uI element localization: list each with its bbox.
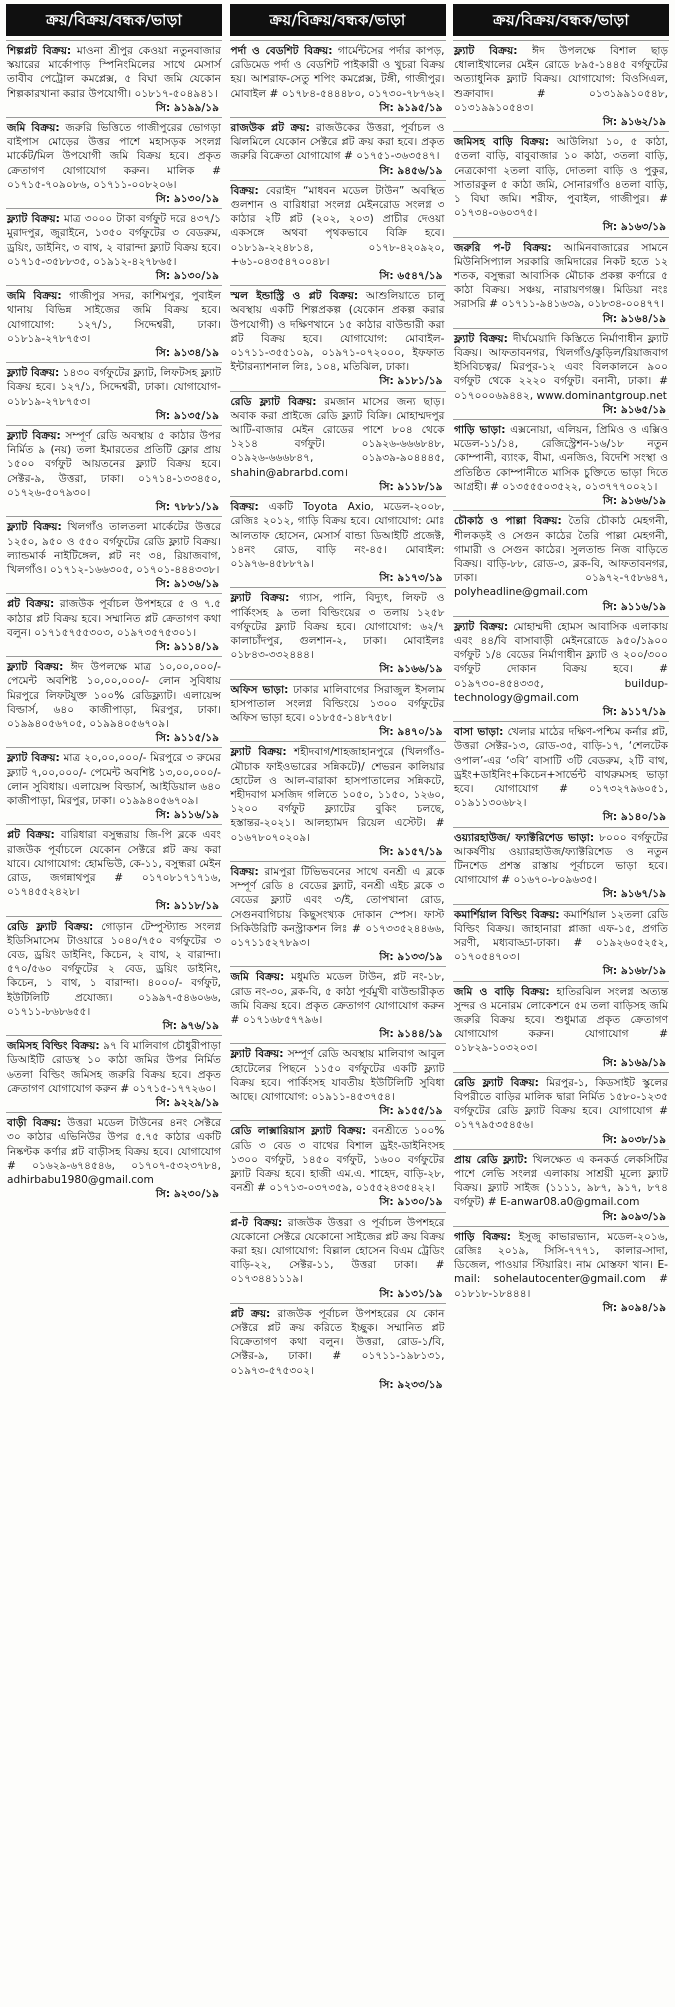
ad-body: ঈদ উপলক্ষে মাত্র ১০,০০,০০০/- পেমেন্ট অবশিষ্ট ১০,০০,০০০/- লোন সুবিধায় মিরপুরে লিফটযুক্ত ১০০% রেডিফ্ল্যাট। এলায়েন্স বিল্ডার্স, ৬৪০ কাজীপাড়া, মিরপুর, ঢাকা। ০১৯৯৪০৫৬৭০৫, ০১৯৯৪০৫৬৭০৯।: [7, 661, 221, 730]
ad-text: [231, 500, 445, 571]
ad-body: উত্তরা মডেল টাউনের ৪নং সেক্টরে ৩০ কাঠার এভিনিউর উপর ৫.৭৫ কাঠার একটি নিষ্কণ্টক কর্ণার প্লট বাড়ীসহ বিক্রয় হবে। যোগাযোগ # ০১৬২৯-৬৭৪৫৪৬, ০১৭০৭-৫৩২৩৭৮৪, adhirbabu1980@gmail.com: [7, 1117, 221, 1187]
ad-reference-number: সি: ৯১৬৬/১৯: [379, 663, 443, 676]
ad-reference-number: সি: ৯১৬২/১৯: [602, 116, 666, 129]
ad-text: [231, 121, 445, 164]
classified-ad: [6, 516, 222, 593]
ad-text: [454, 831, 668, 888]
ad-text: [454, 332, 668, 403]
ad-text: [231, 1216, 445, 1287]
ad-text: [454, 241, 668, 312]
ad-reference-number: সি: ৯১৬৮/১৯: [602, 965, 666, 978]
classified-ad: [453, 237, 669, 328]
ad-reference-number: সি: ৯১৬৫/১৯: [602, 403, 666, 416]
ad-category: রাজউক প্লট ক্রয়:: [230, 122, 310, 135]
ad-text: [454, 1230, 668, 1301]
ad-category: ফ্ল্যাট বিক্রয়:: [7, 521, 62, 534]
classified-ad: [453, 721, 669, 826]
ad-category: চৌকাঠ ও পাল্লা বিক্রয়:: [454, 515, 562, 528]
ad-category: রেডি ফ্ল্যাট বিক্রয়:: [454, 1076, 539, 1089]
ad-reference-number: সি: ৯১৬৯/১৯: [602, 1056, 666, 1069]
ad-body: শহীদবাগ/শাহজাহানপুরে (খিলগাঁও-মৌচাক ফাইওভারের সন্নিকটে)/ শেভরন কালিয়ার হোটেল ও আল-বারাকা হাসপাতালের সন্নিকটে, শহীদবাগ মসজিদ গলিতে ১০৫০, ১১৫০, ১২৬০, ১২০০ বর্গফুট ফ্ল্যাটের বুকিং চলছে, হস্তান্তর-২০২১। আলহ্যামদ রিয়েল এস্টেট। # ০১৬৭৮০৭০২০৯।: [230, 746, 445, 844]
ad-reference-number: সি: ৯০৩৮/১৯: [602, 1133, 666, 1146]
ad-body: বারিধারা বসুন্ধরায় জি-পি ব্লকে এবং রাজউক পূর্বাচলে যেকোন সেক্টরে প্লট ক্রয় করা যাবে। যোগাযোগ: হোমভিউ, কে-১১, বসুন্ধরা মেইন রোড, জগন্নাথপুর # ০১৭০৮১৭১৭১৬, ০১৭৪৫৫২৪২৮।: [7, 829, 221, 899]
ad-text: [231, 1124, 445, 1195]
ad-body: ৮০০০ বর্গফুটের আকর্ষণীয় ওয়্যারহাউজ/ফ্যাক্টরিশেড ও নতুন টিনশেড প্রশস্ত রাস্তায় পূর্বাচলে ভাড়া হবে। যোগাযোগ # ০১৬৭০-৮০৯৬৩৫।: [454, 831, 668, 887]
ad-category: জরুরি প-ট বিক্রয়:: [454, 241, 552, 254]
classified-ad: [453, 904, 669, 981]
ad-reference-number: সি: ৯০৯৩/১৯: [602, 1210, 666, 1223]
ad-category: বিক্রয়:: [230, 184, 259, 197]
classified-column-3: [453, 4, 669, 2002]
ad-category: শিল্পপ্লট বিক্রয়:: [7, 45, 72, 57]
ad-reference-number: সি: ৯১৬৬/১৯: [602, 495, 666, 508]
ad-body: রামপুরা টিভিভবনের সাথে বনশ্রী এ ব্লকে সম্পূর্ণ রেডি ৪ বেডের ফ্ল্যাট, বনশ্রী এইচ ব্লকে ৩ বেডের ফ্ল্যাট এবং ৩/ই, তোপখানা রোড, সেগুনবাগিচায় কিছুসংখ্যক দোকান স্পেস। ফাস্ট সিকিউরিটি কনস্ট্রাকশন লিঃ # ০১৭৩৩৫২৪৪৬৬, ০১৭১১৫২৭৮৯৩।: [230, 865, 445, 949]
ad-category: গাড়ি ভাড়া:: [454, 424, 506, 437]
ad-reference-number: সি: ৯১৪৪/১৯: [379, 1028, 443, 1041]
ad-body: রমজান মাসের জন্য ছাড়। অবাক করা প্রাইজে রেডি ফ্ল্যাট বিক্রি। মোহাম্মদপুর আটি-বাজার মেইন রোডের পাশে ৮০৪ থেকে ১২১৪ বর্গফুট। ০১৯২৬-৬৬৬৮৪৮, ০১৯২৬-৬৬৬৮৪৭, ০১৯৩৯-৯০৪৪৪৫, shahin@abrarbd.com।: [230, 395, 445, 479]
ad-category: রেডি ফ্ল্যাট বিক্রয়:: [7, 920, 94, 933]
ad-reference-number: সি: ৯১১৪/১৯: [155, 640, 219, 653]
ad-text: [7, 828, 221, 899]
ad-reference-number: সি: ৯১৬৪/১৯: [602, 312, 666, 325]
ad-category: জমিসহ বাড়ি বিক্রয়:: [454, 136, 550, 149]
classified-ad: [453, 981, 669, 1072]
ad-reference-number: সি: ৯১৫৭/১৯: [379, 845, 443, 858]
ad-category: ফ্ল্যাট বিক্রয়:: [230, 592, 290, 605]
classified-ad: [230, 117, 446, 180]
ad-category: পর্দা ও বেডশিট বিক্রয়:: [230, 45, 333, 57]
classified-ad: [453, 1226, 669, 1317]
ad-body: বনশ্রীতে ১০০% রেডি ৩ বেড ৩ বাথের বিশাল ড্রইং-ডাইনিংসহ ১৩০০ বর্গফুট, ১৪৫০ বর্গফুট, ১৬০০ বর্গফুটের ফ্ল্যাট বিক্রয় হবে। হাজী এম.এ. শাহেদ, বাড়ি-২৮, বনশ্রী # ০১৭১৩-০৩৭৩৫৯, ০১৫৫২৪৩৫৪২২।: [230, 1125, 445, 1195]
ad-body: ১৪৩০ বর্গফুটের ফ্ল্যাট, লিফটসহ ফ্ল্যাট বিক্রয় হবে। ১২৭/১, সিদ্দেশ্বরী, ঢাকা। যোগাযোগ- ০১৮১৯-২৭৮৭৫৩।: [7, 367, 222, 408]
ad-category: রেডি লাক্সারিয়াস ফ্ল্যাট বিক্রয়:: [230, 1125, 367, 1138]
classified-ad: [6, 117, 222, 208]
ad-body: দীর্ঘমেয়াদি কিস্তিতে নির্মাণাধীন ফ্ল্যাট বিক্রয়। আফতাবনগর, খিলগাঁও/কুড়িল/রিয়াজবাগ ইসিবিচত্বর/ মিরপুর-১২ এবং বিলকালনে ৯০০ বর্গফুট থেকে ২২২০ বর্গফুট। বনানী, ঢাকা। # ০১৭০০০৬৯৪৪২, www.dominantgroup.net: [454, 332, 668, 402]
ad-text: [231, 591, 445, 662]
ad-text: [454, 44, 668, 115]
ad-text: [231, 1047, 445, 1104]
ad-category: ফ্ল্যাট বিক্রয়:: [454, 332, 508, 345]
ad-text: [231, 184, 445, 269]
classified-ad: [230, 40, 446, 117]
classified-ad: [453, 827, 669, 904]
classified-ad: [6, 285, 222, 362]
ad-text: [454, 1153, 668, 1210]
ad-body: তৈরি চৌকাঠ মেহগনী, শীলকড়ই ও সেগুন কাঠের তৈরি পাল্লা মেহগনী, গামারী ও সেগুন কাঠের। সুলতান্ড নিজ বাড়িতে বিক্রয়। বাড়ি-৮৮, রোড-৩, ব্লক-বি, আফতাবনগর, ঢাকা। ০১৯৭২-৭৫৮৬৪৭, polyheadline@gmail.com: [454, 515, 669, 599]
ad-reference-number: সি: ৯১৯৫/১৯: [379, 101, 443, 114]
ad-text: [454, 423, 668, 494]
classified-ad: [230, 861, 446, 966]
classified-ad: [230, 1120, 446, 1211]
ad-category: ফ্ল্যাট বিক্রয়:: [7, 661, 64, 674]
classified-ad: [6, 362, 222, 425]
ad-category: ফ্ল্যাট বিক্রয়:: [7, 213, 60, 226]
ad-reference-number: সি: ৯১৩৩/১৯: [379, 951, 443, 964]
column-header: ক্রয়/বিক্রয়/বন্ধক/ভাড়া: [453, 4, 669, 36]
classified-ad: [230, 587, 446, 678]
classified-ad: [230, 741, 446, 861]
ad-body: কমার্শিয়াল ১২তলা রেডি বিল্ডিং বিক্রয়। জাহানারা প্লাজা এফ-১৫, প্রগতি সরণী, মধ্যবাড্ডা-ঢাকা। # ০১৯২৬০৫২৫২, ০১৭০৫৪৭০৩।: [454, 908, 668, 964]
ad-body: ঈদ উপলক্ষে বিশাল ছাড় ধোলাইখালের মেইন রোডে ৮৯৫-১৪৪৫ বর্গফুটের অত্যাধুনিক ফ্ল্যাট বিক্রয়। যোগাযোগ: বিওসিএল, শুক্রাবাদ। # ০১৩১৯৯১০৫৪৮, ০১৩১৯৯১০৫৪৩।: [454, 45, 669, 114]
ad-category: বিক্রয়:: [230, 501, 259, 514]
ad-text: [231, 865, 445, 950]
ad-body: গ্যাস, পানি, বিদ্যুৎ, লিফট ও পার্কিংসহ ৯ তলা বিল্ডিংয়ের ৩ তলায় ১২৫৮ বর্গফুটের ফ্ল্যাট বিক্রয় হবে। যোগাযোগ: ৬২/৭ কালাচাঁদপুর, গুলশান-২, ঢাকা। মোবাইলঃ ০১৮৪৩-৩৩২৪৪৪।: [230, 592, 445, 662]
ad-category: গাড়ি বিক্রয়:: [454, 1230, 512, 1243]
classified-ad: [453, 510, 669, 615]
ad-reference-number: সি: ৯১১৮/১৯: [155, 900, 219, 913]
classified-column-2: [230, 4, 446, 2002]
ad-category: ফ্ল্যাট বিক্রয়:: [7, 752, 60, 765]
ad-text: [231, 970, 445, 1027]
classified-ad: [453, 40, 669, 131]
classified-ad: [230, 285, 446, 390]
ad-text: [7, 751, 221, 808]
ad-body: এক্সনোয়া, এলিয়ন, প্রিমিও ও এক্সিও মডেল-১১/১৪, রেজিস্ট্রেশন-১৬/১৮ নতুন কোম্পানী, ব্যাংক, বীমা, এনজিও, বিদেশি সংস্থা ও প্রতিষ্ঠিত কোম্পানীতে মাসিক চুক্তিতে ভাড়া দিতে আগ্রহী। # ০১৩৫৫৫০৩৫২২, ০১৩৭৭৭০০২১।: [454, 424, 668, 493]
ad-reference-number: সি: ৯১৬৩/১৯: [602, 221, 666, 234]
ad-body: খেলার মাঠের দক্ষিণ-পশ্চিম কর্নার প্লট, উত্তরা সেক্টর-১৩, রোড-৩৫, বাড়ি-১৭, ‘শেলটেক ওপাল’-এর ‘৩বি’ বাসাটি ৩টি বেডরুম, ২টি বাথ, ড্রইং+ডাইনিং+কিচেন+সার্ভেন্ট বাথরুমসহ ভাড়া হবে। যোগাযোগ # ০১৭৩২৭৯৬০৫১, ০১৯১১৩০৬৮২।: [454, 726, 668, 810]
ad-text: [454, 514, 668, 599]
ad-reference-number: সি: ৭৮৮১/১৯: [155, 501, 219, 514]
ad-reference-number: সি: ৬৫৪৭/১৯: [379, 270, 443, 283]
column-header: ক্রয়/বিক্রয়/বন্ধক/ভাড়া: [230, 4, 446, 36]
ad-body: ঢাকার মালিবাগের সিরাজুল ইসলাম হাসপাতাল সংলগ্ন বিল্ডিংয়ে ১৩০০ বর্গফুটের অফিস ভাড়া হবে। ০১৮৫৫-১৪৮৭৫৮।: [230, 683, 445, 724]
ad-category: জমি বিক্রয়:: [7, 290, 62, 303]
ad-category: ফ্ল্যাট বিক্রয়:: [7, 367, 60, 380]
ad-category: ওয়্যারহাউজ/ ফ্যাক্টরিশেড ভাড়া:: [454, 831, 595, 844]
classified-column-1: [6, 4, 222, 2002]
classified-ad: [453, 131, 669, 236]
column-header: ক্রয়/বিক্রয়/বন্ধক/ভাড়া: [6, 4, 222, 36]
ad-text: [7, 212, 221, 269]
ad-text: [231, 395, 445, 480]
classified-ad: [453, 419, 669, 510]
ad-category: বাসা ভাড়া:: [454, 726, 504, 739]
ad-category: ফ্ল্যাট বিক্রয়:: [7, 430, 61, 443]
ad-text: [454, 725, 668, 810]
ad-reference-number: সি: ৯১৩৫/১৯: [155, 409, 219, 422]
ad-text: [7, 1039, 221, 1096]
ad-body: মাত্র ২০,০০,০০০/- মিরপুরে ৩ রুমের ফ্ল্যাট ৭,০০,০০০/- পেমেন্ট অবশিষ্ট ১৩,০০,০০০/- লোন সুবিধায়। এলায়েন্স বিল্ডার্স, আইডিয়াল ৬৪০ কাজীপাড়া, মিরপুর, ঢাকা। ০১৯৯৪০৫৬৭০৯।: [7, 752, 221, 807]
ad-reference-number: সি: ৯১৮১/১৯: [379, 375, 443, 388]
ad-body: আশুলিয়াতে চালু অবস্থায় একটি শিল্পপ্রকল্প (যেকোন প্রকল্প করার উপযোগী) ও দক্ষিণখানে ১৫ কাঠার বাউন্ডারী করা প্লট বিক্রয় হবে। যোগাযোগ: মোবাইল- ০১৭১১-৩৫৫১০৯, ০১৯৭১-০৭২০০০, ইফফাত ইন্টারন্যাশনাল লিঃ, ১০৪, মতিঝিল, ঢাকা।: [230, 290, 445, 374]
ad-text: [231, 683, 445, 726]
classified-ad: [230, 966, 446, 1043]
classified-ad: [230, 391, 446, 496]
ad-reference-number: সি: ৯৪৭০/১৯: [379, 726, 443, 739]
ad-text: [231, 1307, 445, 1378]
ad-body: রাজউক পূর্বাচল উপশহরের যে কোন সেক্টরে প্লট ক্রয় করিতে ইচ্ছুক। সম্মানিত প্লট বিক্রেতাগণ কথা বলুন। উত্তরা, রোড-১/বি, সেক্টর-৯, ঢাকা। # ০১৭১১-১৯৮১৩১, ০১৯৭৩-৫৭৫৩০২।: [230, 1307, 445, 1377]
ad-reference-number: সি: ৯১৯৯/১৯: [155, 101, 219, 114]
classified-ad: [453, 1149, 669, 1226]
ad-body: মিরপুর-১, কিডসাইট স্কুলের বিপরীতে বাড়ির মালিক দ্বারা নির্মিত ১৫৮০-১২৩৫ বর্গফুটের রেডি ফ্ল্যাট বিক্রয় হবে। যোগাযোগ # ০১৭৭৯৫৩৫৪৫৬।: [454, 1076, 668, 1132]
ad-category: প্লট বিক্রয়:: [7, 829, 55, 842]
classified-ad: [6, 425, 222, 516]
ad-category: কমার্শিয়াল বিল্ডিং বিক্রয়:: [454, 908, 560, 921]
ad-category: জমি বিক্রয়:: [230, 971, 285, 984]
ad-body: সম্পূর্ণ রেডি অবস্থায় ৫ কাঠার উপর নির্মিত ৯ (নয়) তলা ইমারতের প্রতিটি ফ্লোর প্রায় ১৫০০ বর্গফুট আয়তনের ফ্ল্যাট বিক্রয় হবে। সেক্টর-৯, উত্তরা, ঢাকা। ০১৭১৪-১৩৩৪৫০, ০১৭২৬-৫০৭৯৩০।: [7, 430, 222, 499]
classified-ad: [6, 208, 222, 285]
ad-reference-number: সি: ৯১১৭/১৯: [602, 705, 666, 718]
ad-body: খিলক্ষেত এ কনকর্ড লেকসিটির পাশে লেভি সংলগ্ন এলাকায় সাশ্রয়ী মূল্যে ফ্ল্যাট বিক্রয়। ফ্ল্যাট সাইজ (১১১১, ৯৮৭, ৯১৭, ৮৭৪ বর্গফুট) # E-anwar08.a0@gmail.com: [454, 1153, 668, 1209]
ad-category: অফিস ভাড়া:: [230, 683, 289, 696]
ad-category: ফ্ল্যাট বিক্রয়:: [454, 620, 509, 633]
ad-body: মাত্র ৩০০০ টাকা বর্গফুট দরে ৪৩৭/১ মুরাদপুর, জুরাইনে, ১৩৫০ বর্গফুটের ৩ বেডরুম, ড্রয়িং, ডাইনিং, ৩ বাথ, ২ বারান্দা ফ্ল্যাট বিক্রয় হবে। ০১৭১৫-৩৫৮৮৩৫, ০১৯১২-৪২৭৮৬৫।: [7, 213, 222, 268]
classified-ad: [230, 1212, 446, 1303]
ad-text: [7, 520, 221, 577]
ad-text: [7, 289, 221, 346]
ad-reference-number: সি: ৯১৬৭/১৯: [602, 888, 666, 901]
ad-text: [454, 1076, 668, 1133]
ad-body: গার্মেন্টসের পর্দার কাপড়, রেডিমেড পর্দা ও বেডশিট পাইকারী ও খুচরা বিক্রয় হয়। আশরাফ-সেতু শপিং কমপ্লেক্স, টঙ্গী, গাজীপুর। মোবাইল # ০১৭৮৪-৫৪৪৪৮০, ০১৭৩০-৭৮৭৬২।: [230, 45, 445, 100]
ad-text: [231, 745, 445, 844]
ad-body: হাতিরঝিল সংলগ্ন অত্যন্ত সুন্দর ও মনোরম লোকেশনে ৫ম তলা বাড়িসহ জমি জরুরি বিক্রয় হবে। শুধুমাত্র প্রকৃত ক্রেতাগণ যোগাযোগ করুন। যোগাযোগ # ০১৮২৯-১০৩২০৩।: [454, 985, 668, 1055]
ad-text: [454, 985, 668, 1056]
classified-ad: [6, 1112, 222, 1203]
classified-ad: [453, 1072, 669, 1149]
ad-reference-number: সি: ৯১৩৬/১৯: [155, 578, 219, 591]
ad-category: প্লট বিক্রয়:: [7, 598, 55, 611]
ad-text: [7, 366, 221, 409]
ad-category: প্ল-ট বিক্রয়:: [230, 1216, 283, 1229]
ad-category: বিক্রয়:: [230, 865, 259, 878]
classified-ad: [230, 496, 446, 587]
ad-body: মাওনা শ্রীপুর কেওয়া নতুনবাজার স্কয়ারের মার্কোপাড় স্পিনিংমিলের সাথে মেসার্স তাবীব পেট্রোল কমপ্লেক্স, ৫ বিঘা জমি যেকোন শিল্পকারখানা করার উপযোগী। ০১৮১৭-৫০৪৯৪১।: [7, 45, 221, 100]
ad-reference-number: সি: ৯১৪০/১৯: [602, 811, 666, 824]
ad-body: বেরাইদ “মাধবন মডেল টাউন” অবস্থিত গুলশান ও বারিধারা সংলগ্ন মেইনরোড সংলগ্ন ৩ কাঠার ২টি প্লট (২০২, ২০৩) প্রাচীর দেওয়া একসঙ্গে অথবা পৃথকভাবে বিক্রি হবে। ০১৮১৯-২২৪৮১৪, ০১৭৮-৪২০৯২০, +৬১-০৪৩৫৪৭০০৪৮।: [230, 184, 445, 268]
ad-reference-number: সি: ৯১৩০/১৯: [155, 193, 219, 206]
ad-body: আমিনবাজারের সামনে মিউনিসিপ্যাল সরকারি জমিদারের নিকট হতে ১২ শতক, বসুন্ধরা আবাসিক মৌচাক প্রকল্প কর্ণারে ৫ কাঠা বিক্রয়। সঞ্চয়, নারায়ণগঞ্জ। মিডিয়া নংঃ সরাসরি # ০১৭১১-৯৪১৬৩৯, ০১৮৩৪-০০৪৭৭।: [454, 241, 669, 311]
ad-body: আউলিয়া ১০, ৫ কাঠা, ৫তলা বাড়ি, বাবুবাজার ১০ কাঠা, ৩তলা বাড়ি, নেত্রকোণা ২তলা বাড়ি, দোতলা বাড়ি ও পুকুর, সাতারকুল ৫ কাঠা জমি, সোনারগাঁও ৪তলা বাড়ি, ১ বিঘা জমি। শরীফ, পুবাইল, গাজীপুর। # ০১৭৩৪-০৬০৩৭৫।: [454, 136, 669, 220]
ad-text: [454, 135, 668, 220]
ad-reference-number: সি: ৯০৯৪/১৯: [602, 1301, 666, 1314]
ad-body: একটি Toyota Axio, মডেল-২০০৮, রেজিঃ ২০১২, গাড়ি বিক্রয় হবে। যোগাযোগ: মোঃ আলতাফ হোসেন, মেসার্স বান্ডা ডিআইটি প্রজেক্ট, ১৪নং রোড, বাড়ি নং-৪৫। মোবাইল: ০১৯৭৬-৪৫৮৮৭৯।: [230, 501, 445, 570]
ad-category: প্রায় রেডি ফ্ল্যাট:: [454, 1153, 528, 1166]
classified-ad: [453, 328, 669, 419]
ad-category: প্লট ক্রয়:: [230, 1307, 271, 1320]
ad-body: গাজীপুর সদর, কাশিমপুর, পুবাইল থানায় বিভিন্ন সাইজের জমি বিক্রয় হবে। যোগাযোগ: ১২৭/১, সিদ্দেশ্বরী, ঢাকা। ০১৮১৯-২৭৮৭৫৩।: [7, 290, 222, 345]
ad-body: মোহাম্মদী হোমস আবাসিক এলাকায় এবং ৪৪/বি বাসাবাড়ী মেইনরোডে ৯৫০/১৯০০ বর্গফুট ১/৪ বেডের নির্মাণাধীন ফ্ল্যাট ও ২০০/৩০০ বর্গফুট দোকান বিক্রয় হবে। # ০১৯৭৩০-৪৫৪৩৩৫, buildup-technology@gmail.com: [454, 620, 669, 704]
classified-ad: [6, 656, 222, 747]
classified-ad: [230, 679, 446, 742]
ad-text: [7, 121, 221, 192]
ad-category: ফ্ল্যাট বিক্রয়:: [454, 45, 518, 57]
ad-category: বাড়ী বিক্রয়:: [7, 1117, 62, 1130]
ad-body: মধুমতি মডেল টাউন, প্লট নং-১৮, রোড নং-৩০, ব্লক-বি, ৫ কাঠা পূর্বমুখী বাউন্ডারীকৃত জমি বিক্রয় হবে। প্রকৃত ক্রেতাগণ যোগাযোগ করুন # ০১৭১৬৮৫৭৭৯৬।: [230, 971, 445, 1026]
ad-text: [7, 1116, 221, 1187]
ad-reference-number: সি: ৯৭৬/১৯: [162, 1020, 219, 1032]
ad-body: রাজউক উত্তরা ও পূর্বাচল উপশহরে যেকোনো সেক্টরে যেকোনো সাইজের প্লট ক্রয় বিক্রয় করা হয়। যোগাযোগ: বিল্লাল হোসেন বিএম ট্রেডিং বাড়ি-২২, সেক্টর-১১, উত্তরা ঢাকা। # ০১৭৩৪৪১১১৯।: [230, 1216, 445, 1286]
ad-category: স্মল ইন্ডাস্ট্রি ও প্লট বিক্রয়:: [230, 290, 359, 303]
ad-body: খিলগাঁও তালতলা মার্কেটের উত্তরে ১২৫০, ৯৫০ ও ৫৫০ বর্গফুটের রেডি ফ্ল্যাট বিক্রয়। ল্যান্ডমার্ক নাইটিঙ্গেল, প্লট নং ৩৪, রিয়াজবাগ, খিলগাঁও। ০১৭১২-১৬৬৩০৫, ০১৭০১-৪৪৪৩৩৮।: [7, 521, 221, 576]
ad-body: ৯৭ বি মালিবাগ চৌধুরীপাড়া ডিআইটি রোডস্থ ১০ কাঠা জমির উপর নির্মিত ৬তলা বিল্ডিং জমিসহ জরুরি বিক্রয় হবে। প্রকৃত ক্রেতাগণ যোগাযোগ করুন # ০১৭১৫-১৭৭২৬০।: [7, 1040, 221, 1095]
classified-ad: [6, 593, 222, 656]
ad-reference-number: সি: ৯১৩১/১৯: [379, 1287, 443, 1300]
ad-reference-number: সি: ৯১১৫/১৯: [155, 732, 219, 745]
ad-category: জমিসহ বিল্ডিং বিক্রয়:: [7, 1040, 100, 1053]
classified-ad: [6, 1035, 222, 1112]
ad-reference-number: সি: ৯১৩০/১৯: [155, 270, 219, 283]
ad-category: ফ্ল্যাট বিক্রয়:: [230, 746, 287, 759]
ad-body: রাজউক পূর্বাচল উপশহরে ৫ ও ৭.৫ কাঠার প্লট বিক্রয় হবে। সম্মানিত প্লট ক্রেতাগণ কথা বলুন। ০১৭১৫৭৫৫৩০৩, ০১৯৭৩৫৭৫৩০১।: [7, 598, 221, 639]
ad-reference-number: সি: ৯১১৮/১৯: [379, 480, 443, 493]
ad-body: রাজউকের উত্তরা, পূর্বাচল ও ঝিলমিলে যেকোন সেক্টরে প্লট ক্রয় করা হবে। প্রকৃত জরুরি বিক্রেতা যোগাযোগ # ০১৭৫১-৩৬৩৫৪৭।: [230, 122, 445, 163]
ad-text: [7, 597, 221, 640]
ad-category: ফ্ল্যাট বিক্রয়:: [230, 1048, 284, 1061]
ad-reference-number: সি: ৯১১৬/১৯: [602, 600, 666, 613]
ad-text: [231, 44, 445, 101]
ad-text: [7, 44, 221, 101]
classified-ad: [6, 40, 222, 117]
classified-ad: [453, 616, 669, 721]
ad-text: [231, 289, 445, 374]
ad-category: জমি ও বাড়ি বিক্রয়:: [454, 985, 550, 998]
ad-text: [7, 660, 221, 731]
classified-ad: [230, 1303, 446, 1394]
ad-text: [7, 429, 221, 500]
ad-reference-number: সি: ৯২৩০/১৯: [155, 1188, 219, 1201]
classified-ad: [230, 180, 446, 285]
ad-reference-number: সি: ৯৪৫৬/১৯: [379, 164, 443, 177]
ad-reference-number: সি: ৯১৫৫/১৯: [379, 1105, 443, 1118]
classified-ad: [6, 747, 222, 824]
ad-category: জমি বিক্রয়:: [7, 122, 60, 135]
ad-text: [7, 920, 221, 1019]
classified-ad: [6, 824, 222, 915]
ad-body: গোড়ান টেম্পুস্ট্যান্ড সংলগ্ন ইডিসিমাসেম টাওয়ারে ১০৪০/৭৫০ বর্গফুটের ৩ বেড, ড্রয়িং ডাইনিং, কিচেন, ২ বাথ, ২ বারান্দা। ৫৭০/৫৬০ বর্গফুটের ২ বেড, ড্রয়িং ডাইনিং, কিচেন, ১ বাথ, ১ বারান্দা। ৪০০০/- বর্গফুট, ইউটিলিটি প্রযোজ্য। ০১৯৯৭-৫৪৬০৬৬, ০১৭১১-৮৬৮৬৫৫।: [7, 920, 221, 1018]
classified-ad: [230, 1043, 446, 1120]
ad-category: রেডি ফ্ল্যাট বিক্রয়:: [230, 395, 317, 408]
ad-reference-number: সি: ৯১৩৪/১৯: [155, 347, 219, 360]
ad-reference-number: সি: ৯২২৯/১৯: [155, 1097, 219, 1110]
classified-ad: [6, 916, 222, 1036]
ad-reference-number: সি: ৯১৭৩/১৯: [379, 572, 443, 585]
ad-text: [454, 908, 668, 965]
ad-reference-number: সি: ৯১১৬/১৯: [155, 809, 219, 822]
ad-body: ইসুজু কাভারভ্যান, মডেল-২০১৬, রেজিঃ ২০১৯, সিসি-৭৭৭১, কালার-সাদা, ডিজেল, পাওয়ার স্টিয়ারিং। নাম মোস্তফা খান। E-mail: sohelautocenter@gmail.com # ০১৮১৮-১৮৪৪৪।: [454, 1230, 669, 1300]
ad-text: [454, 620, 668, 705]
ad-body: সম্পূর্ণ রেডি অবস্থায় মালিবাগ আবুল হোটেলের পিছনে ১১৫০ বর্গফুটের একটি ফ্ল্যাট বিক্রয় হবে। পার্কিংসহ যাবতীয় ইউটিলিটি সুবিধা আছে। যোগাযোগ: ০১৯১১-৪৫৩৭৫৪।: [230, 1048, 445, 1104]
ad-reference-number: সি: ৯১৩০/১৯: [379, 1196, 443, 1209]
ad-reference-number: সি: ৯২৩৩/১৯: [379, 1378, 443, 1391]
ad-body: জরুরি ভিত্তিতে গাজীপুরের ভোগড়া বাইপাস মোড়ের উত্তর পাশে মহাসড়ক সংলগ্ন মার্কেট/মিল উপযোগী জমি বিক্রয় হবে। প্রকৃত ক্রেতাগণ যোগাযোগ করুন। মালিক # ০১৭১৫-৭০৯০৮৬, ০১৭১১-০০৮২০৬।: [7, 122, 222, 191]
